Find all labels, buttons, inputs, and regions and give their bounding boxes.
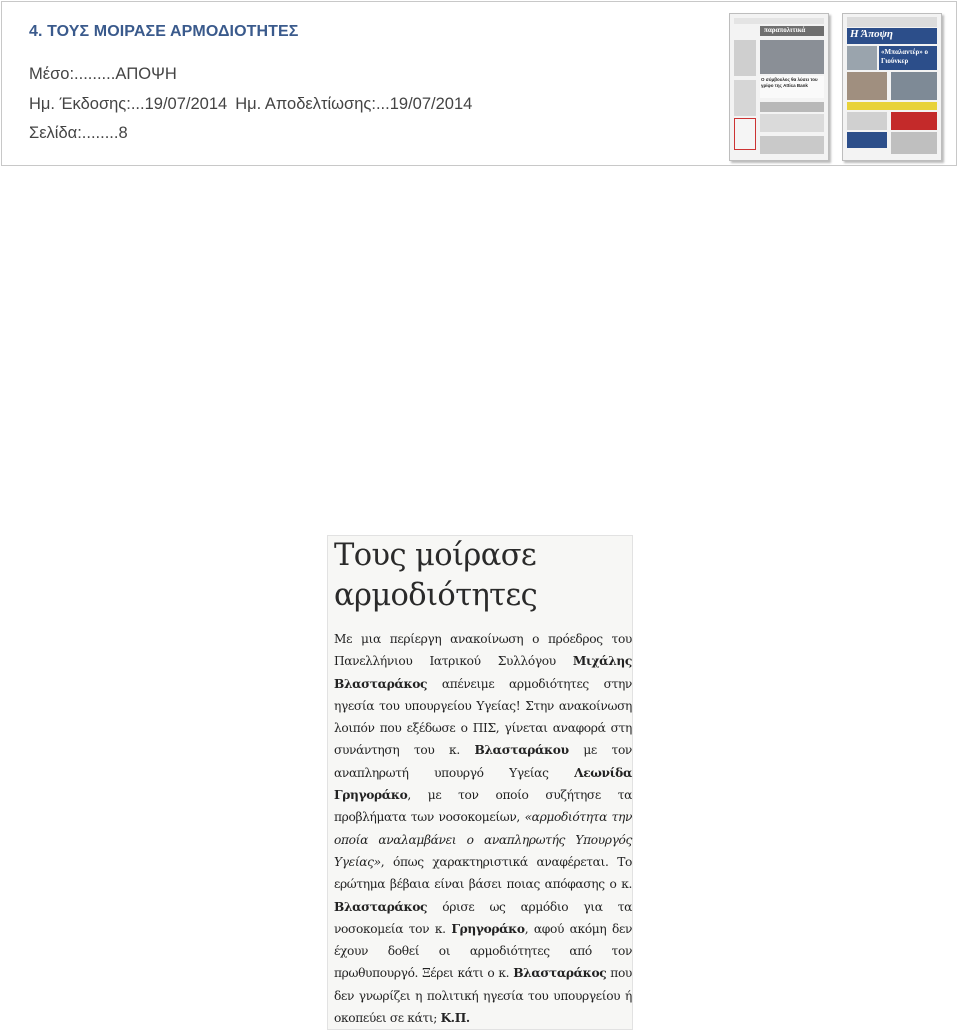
body-text-1: Με μια περίεργη ανακοίνωση ο πρόεδρος του Πανελλήνιου Ιατρικού Συλλόγου: [334, 632, 632, 669]
thumb-front-headline: «Μπαλαντέρ» ο Γιούνκερ: [881, 48, 929, 65]
page-value: 8: [118, 124, 128, 142]
article-headline: [334, 536, 630, 616]
dates-line: [29, 95, 472, 114]
body-text-8: που δεν γνωρίζει η πολιτική ηγεσία του υπουργείου ή οκοπεύει σε κάτι;: [334, 966, 632, 1026]
thumb-topbar: [734, 18, 824, 24]
thumb-highlight-box: [734, 118, 756, 150]
bold-name: Γρηγοράκο: [451, 921, 525, 936]
thumb-photo: [847, 46, 877, 70]
body-text-6: όρισε ως αρμόδιο για τα νοσοκομεία τον κ.: [334, 899, 632, 936]
medium-line: [29, 65, 177, 84]
thumb-masthead: παραπολιτικά: [764, 26, 806, 34]
page-label: Σελίδα:........: [29, 124, 119, 142]
thumb-photo: [847, 72, 887, 100]
body-text-7: , αφού ακόμη δεν έχουν δοθεί οι αρμοδιότητες από τον πρωθυπουργό. Ξέρει κάτι ο κ.: [334, 921, 632, 981]
thumb-front-masthead-bar: [847, 28, 937, 44]
thumb-masthead-bar: [760, 26, 824, 36]
thumb-photo: [760, 40, 824, 74]
bold-name: Λεωνίδα Γρηγοράκο: [334, 765, 632, 803]
body-text-2: απένειμε αρμοδιότητες στην ηγεσία του υπουργείου Υγείας! Στην ανακοίνωση λοιπόν που εξέδωσε ο ΠΙΣ, γίνεται αναφορά στη συνάντηση του κ.: [334, 676, 632, 758]
clip-date-value: 19/07/2014: [389, 95, 473, 113]
italic-quote: «αρμοδιότητα την οποία αναλαμβάνει ο αναπληρωτής Υπουργός Υγείας»: [334, 810, 633, 869]
medium-value: ΑΠΟΨΗ: [115, 65, 177, 83]
thumb-caption: Ο σύμβουλος θα λύσει του γρίφο της Attica Bank: [761, 77, 818, 88]
body-text-5: , όπως χαρακτηριστικά αναφέρεται. Το ερώτημα βέβαια είναι βάσει ποιας απόφασης ο κ.: [334, 854, 632, 892]
bold-name: Μιχάλης Βλασταράκος: [334, 654, 632, 691]
thumb-blue-box: [847, 132, 887, 148]
thumb-row: [760, 136, 824, 154]
medium-label: Μέσο:.........: [29, 65, 116, 83]
body-text-4: , με τον οποίο συζήτησε τα προβλήματα των νοσοκομείων,: [334, 788, 632, 825]
clipping-title: 4. ΤΟΥΣ ΜΟΙΡΑΣΕ ΑΡΜΟΔΙΟΤΗΤΕΣ: [29, 23, 299, 40]
thumb-column: [734, 80, 756, 116]
thumb-column: [734, 40, 756, 76]
bold-name: Βλασταράκος: [334, 899, 428, 914]
frontpage-thumbnail[interactable]: [842, 13, 942, 161]
page-thumbnail[interactable]: [729, 13, 829, 161]
thumb-row: [760, 114, 824, 132]
headline-line-2: αρμοδιότητες: [334, 578, 538, 613]
article-clipping: [327, 535, 633, 1030]
author-signature: Κ.Π.: [440, 1011, 470, 1026]
thumb-front-headline-bar: [879, 46, 937, 70]
issue-date-label: Ημ. Έκδοσης:...: [29, 95, 145, 113]
thumb-row: [891, 132, 937, 154]
clip-date-label: Ημ. Αποδελτίωσης:...: [235, 95, 390, 113]
thumb-front-masthead: Η Άποψη: [850, 28, 893, 40]
body-text-3: με τον αναπληρωτή υπουργό Υγείας: [334, 743, 632, 780]
thumb-photo: [891, 72, 937, 100]
thumb-row: [760, 102, 824, 112]
article-body: [334, 628, 632, 1029]
thumb-red-box: [891, 112, 937, 130]
headline-line-1: Τους μοίρασε: [334, 538, 537, 573]
thumb-banner: [847, 102, 937, 110]
bold-name: Βλασταράκου: [474, 743, 569, 758]
page-line: [29, 124, 128, 143]
thumb-caption-box: [760, 76, 824, 98]
issue-date-value: 19/07/2014: [144, 95, 228, 113]
bold-name: Βλασταράκος: [513, 966, 607, 981]
thumb-row: [847, 112, 887, 130]
thumb-topbar: [847, 17, 937, 27]
